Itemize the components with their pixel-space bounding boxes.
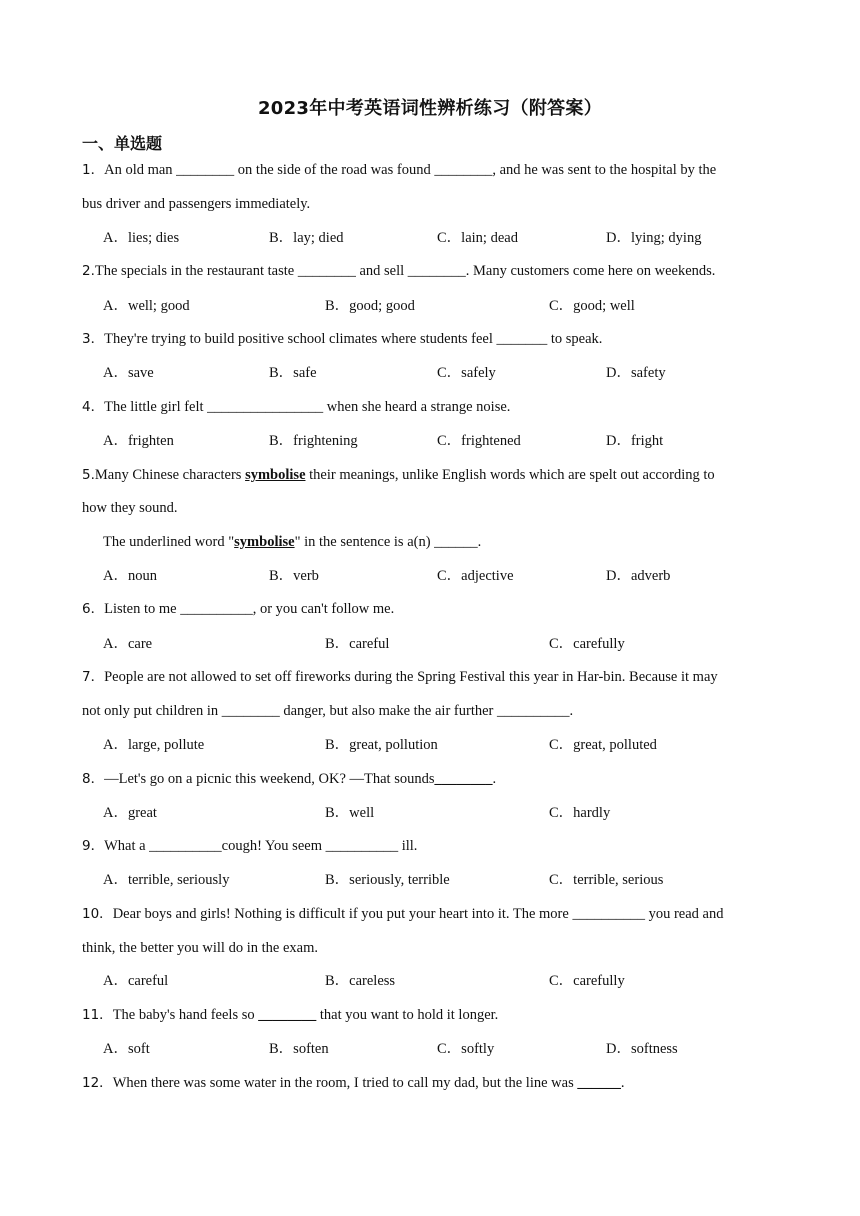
question-4: 4．The little girl felt ________________ when she heard a strange noise. (82, 399, 511, 415)
question-1-option-c: C．lain; dead (437, 230, 518, 246)
question-5-prompt: The underlined word "symbolise" in the sentence is a(n) ______. (103, 534, 482, 550)
question-5-option-d: D．adverb (606, 568, 671, 584)
question-7-line-2: not only put children in ________ danger, but also make the air further __________. (82, 703, 574, 719)
question-7-option-b: B．great, pollution (325, 737, 438, 753)
question-6: 6．Listen to me __________, or you can't follow me. (82, 601, 395, 617)
question-3-option-a: A．save (103, 365, 154, 381)
question-9-option-a: A．terrible, seriously (103, 872, 230, 888)
question-1: 1．An old man ________ on the side of the road was found ________, and he was sent to the hospital by the (82, 162, 717, 178)
question-4-option-c: C．frightened (437, 433, 521, 449)
question-6-option-b: B．careful (325, 636, 390, 652)
question-6-option-a: A．care (103, 636, 153, 652)
question-4-option-d: D．fright (606, 433, 664, 449)
question-11: 11．The baby's hand feels so ________ that you want to hold it longer. (82, 1007, 499, 1023)
question-8-option-c: C．hardly (549, 805, 611, 821)
question-7-option-c: C．great, polluted (549, 737, 657, 753)
question-10: 10．Dear boys and girls! Nothing is difficult if you put your heart into it. The more __________ you read and (82, 906, 724, 922)
question-11-option-b: B．soften (269, 1041, 329, 1057)
answer-blank: ________ (258, 1007, 317, 1023)
section-heading: 一、单选题 (82, 134, 163, 153)
page-title: 2023年中考英语词性辨析练习（附答案） (257, 98, 603, 119)
question-5-option-b: B．verb (269, 568, 319, 584)
question-3-option-d: D．safety (606, 365, 666, 381)
question-2-option-b: B．good; good (325, 298, 415, 314)
question-9-option-b: B．seriously, terrible (325, 872, 450, 888)
question-1-line-2: bus driver and passengers immediately. (82, 196, 311, 212)
question-5-option-c: C．adjective (437, 568, 514, 584)
question-1-option-d: D．lying; dying (606, 230, 702, 246)
question-3-option-b: B．safe (269, 365, 317, 381)
question-8: 8．—Let's go on a picnic this weekend, OK? —That sounds________. (82, 771, 497, 787)
question-4-option-a: A．frighten (103, 433, 174, 449)
question-7-option-a: A．large, pollute (103, 737, 205, 753)
question-10-option-c: C．carefully (549, 973, 625, 989)
answer-blank: ________ (434, 771, 493, 787)
question-11-option-d: D．softness (606, 1041, 678, 1057)
question-11-option-c: C．softly (437, 1041, 495, 1057)
question-1-option-a: A．lies; dies (103, 230, 180, 246)
question-9: 9．What a __________cough! You seem __________ ill. (82, 838, 418, 854)
question-11-option-a: A．soft (103, 1041, 150, 1057)
question-2-option-a: A．well; good (103, 298, 190, 314)
underlined-word: symbolise (245, 467, 306, 483)
question-2-option-c: C．good; well (549, 298, 635, 314)
question-2: 2.The specials in the restaurant taste ________ and sell ________. Many customers come here on weekends. (82, 263, 716, 279)
question-10-line-2: think, the better you will do in the exam. (82, 940, 318, 956)
question-9-option-c: C．terrible, serious (549, 872, 664, 888)
question-4-option-b: B．frightening (269, 433, 358, 449)
question-8-option-a: A．great (103, 805, 157, 821)
question-3: 3．They're trying to build positive school climates where students feel _______ to speak. (82, 331, 603, 347)
question-6-option-c: C．carefully (549, 636, 625, 652)
question-1-option-b: B．lay; died (269, 230, 344, 246)
question-5: 5.Many Chinese characters symbolise their meanings, unlike English words which are spelt out according to (82, 467, 715, 483)
question-5-line-2: how they sound. (82, 500, 178, 516)
question-10-option-a: A．careful (103, 973, 169, 989)
question-8-option-b: B．well (325, 805, 375, 821)
question-7: 7．People are not allowed to set off fireworks during the Spring Festival this year in Har-bin. Because it may (82, 669, 718, 685)
question-3-option-c: C．safely (437, 365, 496, 381)
question-5-option-a: A．noun (103, 568, 157, 584)
question-12: 12．When there was some water in the room, I tried to call my dad, but the line was ______. (82, 1075, 625, 1091)
answer-blank: ______ (577, 1075, 621, 1091)
underlined-word: symbolise (234, 534, 295, 550)
question-10-option-b: B．careless (325, 973, 396, 989)
